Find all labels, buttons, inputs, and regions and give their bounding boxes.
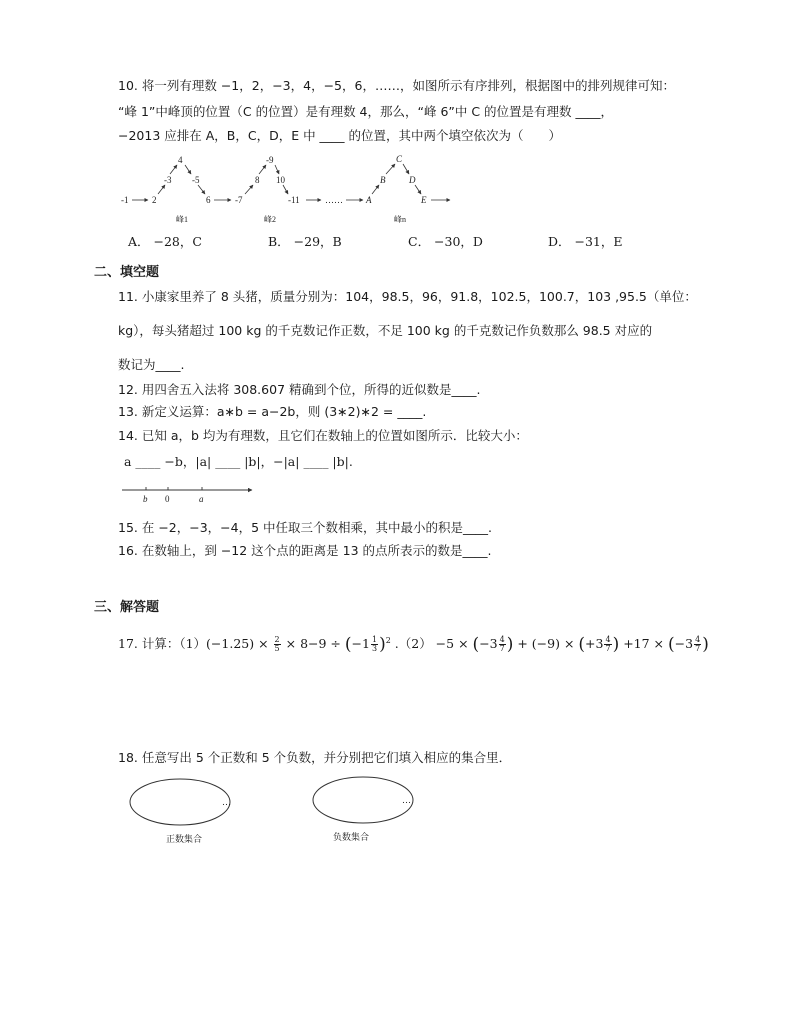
q10-line3: −2013 应排在 A，B，C，D，E 中 ____ 的位置，其中两个填空依次为（ ）: [118, 128, 562, 143]
q11-line3: 数记为____.: [118, 357, 185, 372]
section-fill-in-blank: 二、填空题: [94, 265, 160, 280]
peak2-label: 峰2: [264, 215, 276, 224]
axis-zero: 0: [165, 494, 170, 504]
label-D: D: [409, 175, 416, 185]
axis-a: a: [199, 494, 204, 504]
num-m9: -9: [266, 155, 274, 165]
q10-option-b: B． −29，B: [268, 234, 342, 249]
negative-set-dots: …: [402, 795, 411, 805]
num-4: 4: [178, 155, 183, 165]
label-E: E: [421, 195, 427, 205]
num-m5: -5: [192, 175, 200, 185]
num-10: 10: [276, 175, 285, 185]
label-B: B: [380, 175, 386, 185]
q10-option-c: C． −30，D: [408, 234, 483, 249]
q14-line1: 14. 已知 a，b 均为有理数，且它们在数轴上的位置如图所示．比较大小：: [118, 428, 528, 443]
q10-option-d: D． −31，E: [548, 234, 623, 249]
label-A: A: [366, 195, 372, 205]
num-m7: -7: [235, 195, 243, 205]
negative-set-ellipse: [313, 777, 413, 823]
peak-diagram: [118, 150, 468, 228]
q17-prefix: 17. 计算：（1）(−1.25) ×: [118, 636, 269, 652]
num-8: 8: [255, 175, 260, 185]
axis-b: b: [143, 494, 148, 504]
num-m11: -11: [288, 195, 300, 205]
negative-set-label: 负数集合: [333, 832, 370, 842]
peak1-label: 峰1: [176, 215, 188, 224]
q11-line2: kg），每头猪超过 100 kg 的千克数记作正数，不足 100 kg 的千克数记作负数那么 98.5 对应的: [118, 323, 653, 338]
num-6: 6: [206, 195, 211, 205]
q17-mid2: .（2） −5 ×: [394, 636, 469, 652]
q17-mid4: +17 ×: [623, 636, 665, 652]
section-solution: 三、解答题: [94, 600, 160, 615]
q12: 12. 用四舍五入法将 308.607 精确到个位，所得的近似数是____.: [118, 382, 481, 397]
label-C: C: [396, 154, 403, 164]
q17-mid3: + (−9) ×: [517, 636, 575, 652]
num-m1: -1: [121, 195, 129, 205]
positive-set-dots: …: [222, 797, 231, 807]
q10-line2: “峰 1”中峰顶的位置（C 的位置）是有理数 4，那么，“峰 6”中 C 的位置是有理数 ____，: [118, 104, 614, 119]
set-diagrams: [118, 774, 438, 854]
num-2: 2: [152, 195, 157, 205]
q14-line2: a ____ −b，|a| ____ |b|，−|a| ____ |b|.: [124, 454, 353, 469]
q16: 16. 在数轴上，到 −12 这个点的距离是 13 的点所表示的数是____.: [118, 543, 492, 558]
q18-text: 18. 任意写出 5 个正数和 5 个负数，并分别把它们填入相应的集合里．: [118, 750, 512, 765]
q11-line1: 11. 小康家里养了 8 头猪，质量分别为：104，98.5，96，91.8，102.5，100.7，103 ,95.5（单位：: [118, 289, 697, 304]
q13: 13. 新定义运算：a∗b = a−2b，则 (3∗2)∗2 = ____.: [118, 404, 427, 419]
q15: 15. 在 −2，−3，−4，5 中任取三个数相乘，其中最小的积是____.: [118, 520, 493, 535]
q10-option-a: A． −28，C: [128, 234, 202, 249]
q17-frac1: $\frac{2}{5}$: [274, 635, 280, 654]
number-axis: [118, 482, 258, 506]
positive-set-label: 正数集合: [166, 834, 203, 844]
dots: ……: [325, 195, 343, 205]
q10-line1: 10. 将一列有理数 −1，2，−3，4，−5，6，……，如图所示有序排列，根据图中的排列规律可知：: [118, 78, 675, 93]
q17-mid1: × 8−9 ÷: [285, 636, 341, 652]
num-m3: -3: [164, 175, 172, 185]
positive-set-ellipse: [130, 779, 230, 825]
peakn-label: 峰n: [394, 215, 406, 224]
q17-expression: 17. 计算：（1）(−1.25) × $\frac{2}{5}$ × 8−9 ÷ (−1 $\frac{1}{3}$ )$^2$ .（2） −5 × (−3 $\frac{4}{7}$ ) + (−9) × (+3 $\frac{4}{7}$ ) +17 × (−3 $\frac{4}{7}$ ): [118, 634, 709, 655]
